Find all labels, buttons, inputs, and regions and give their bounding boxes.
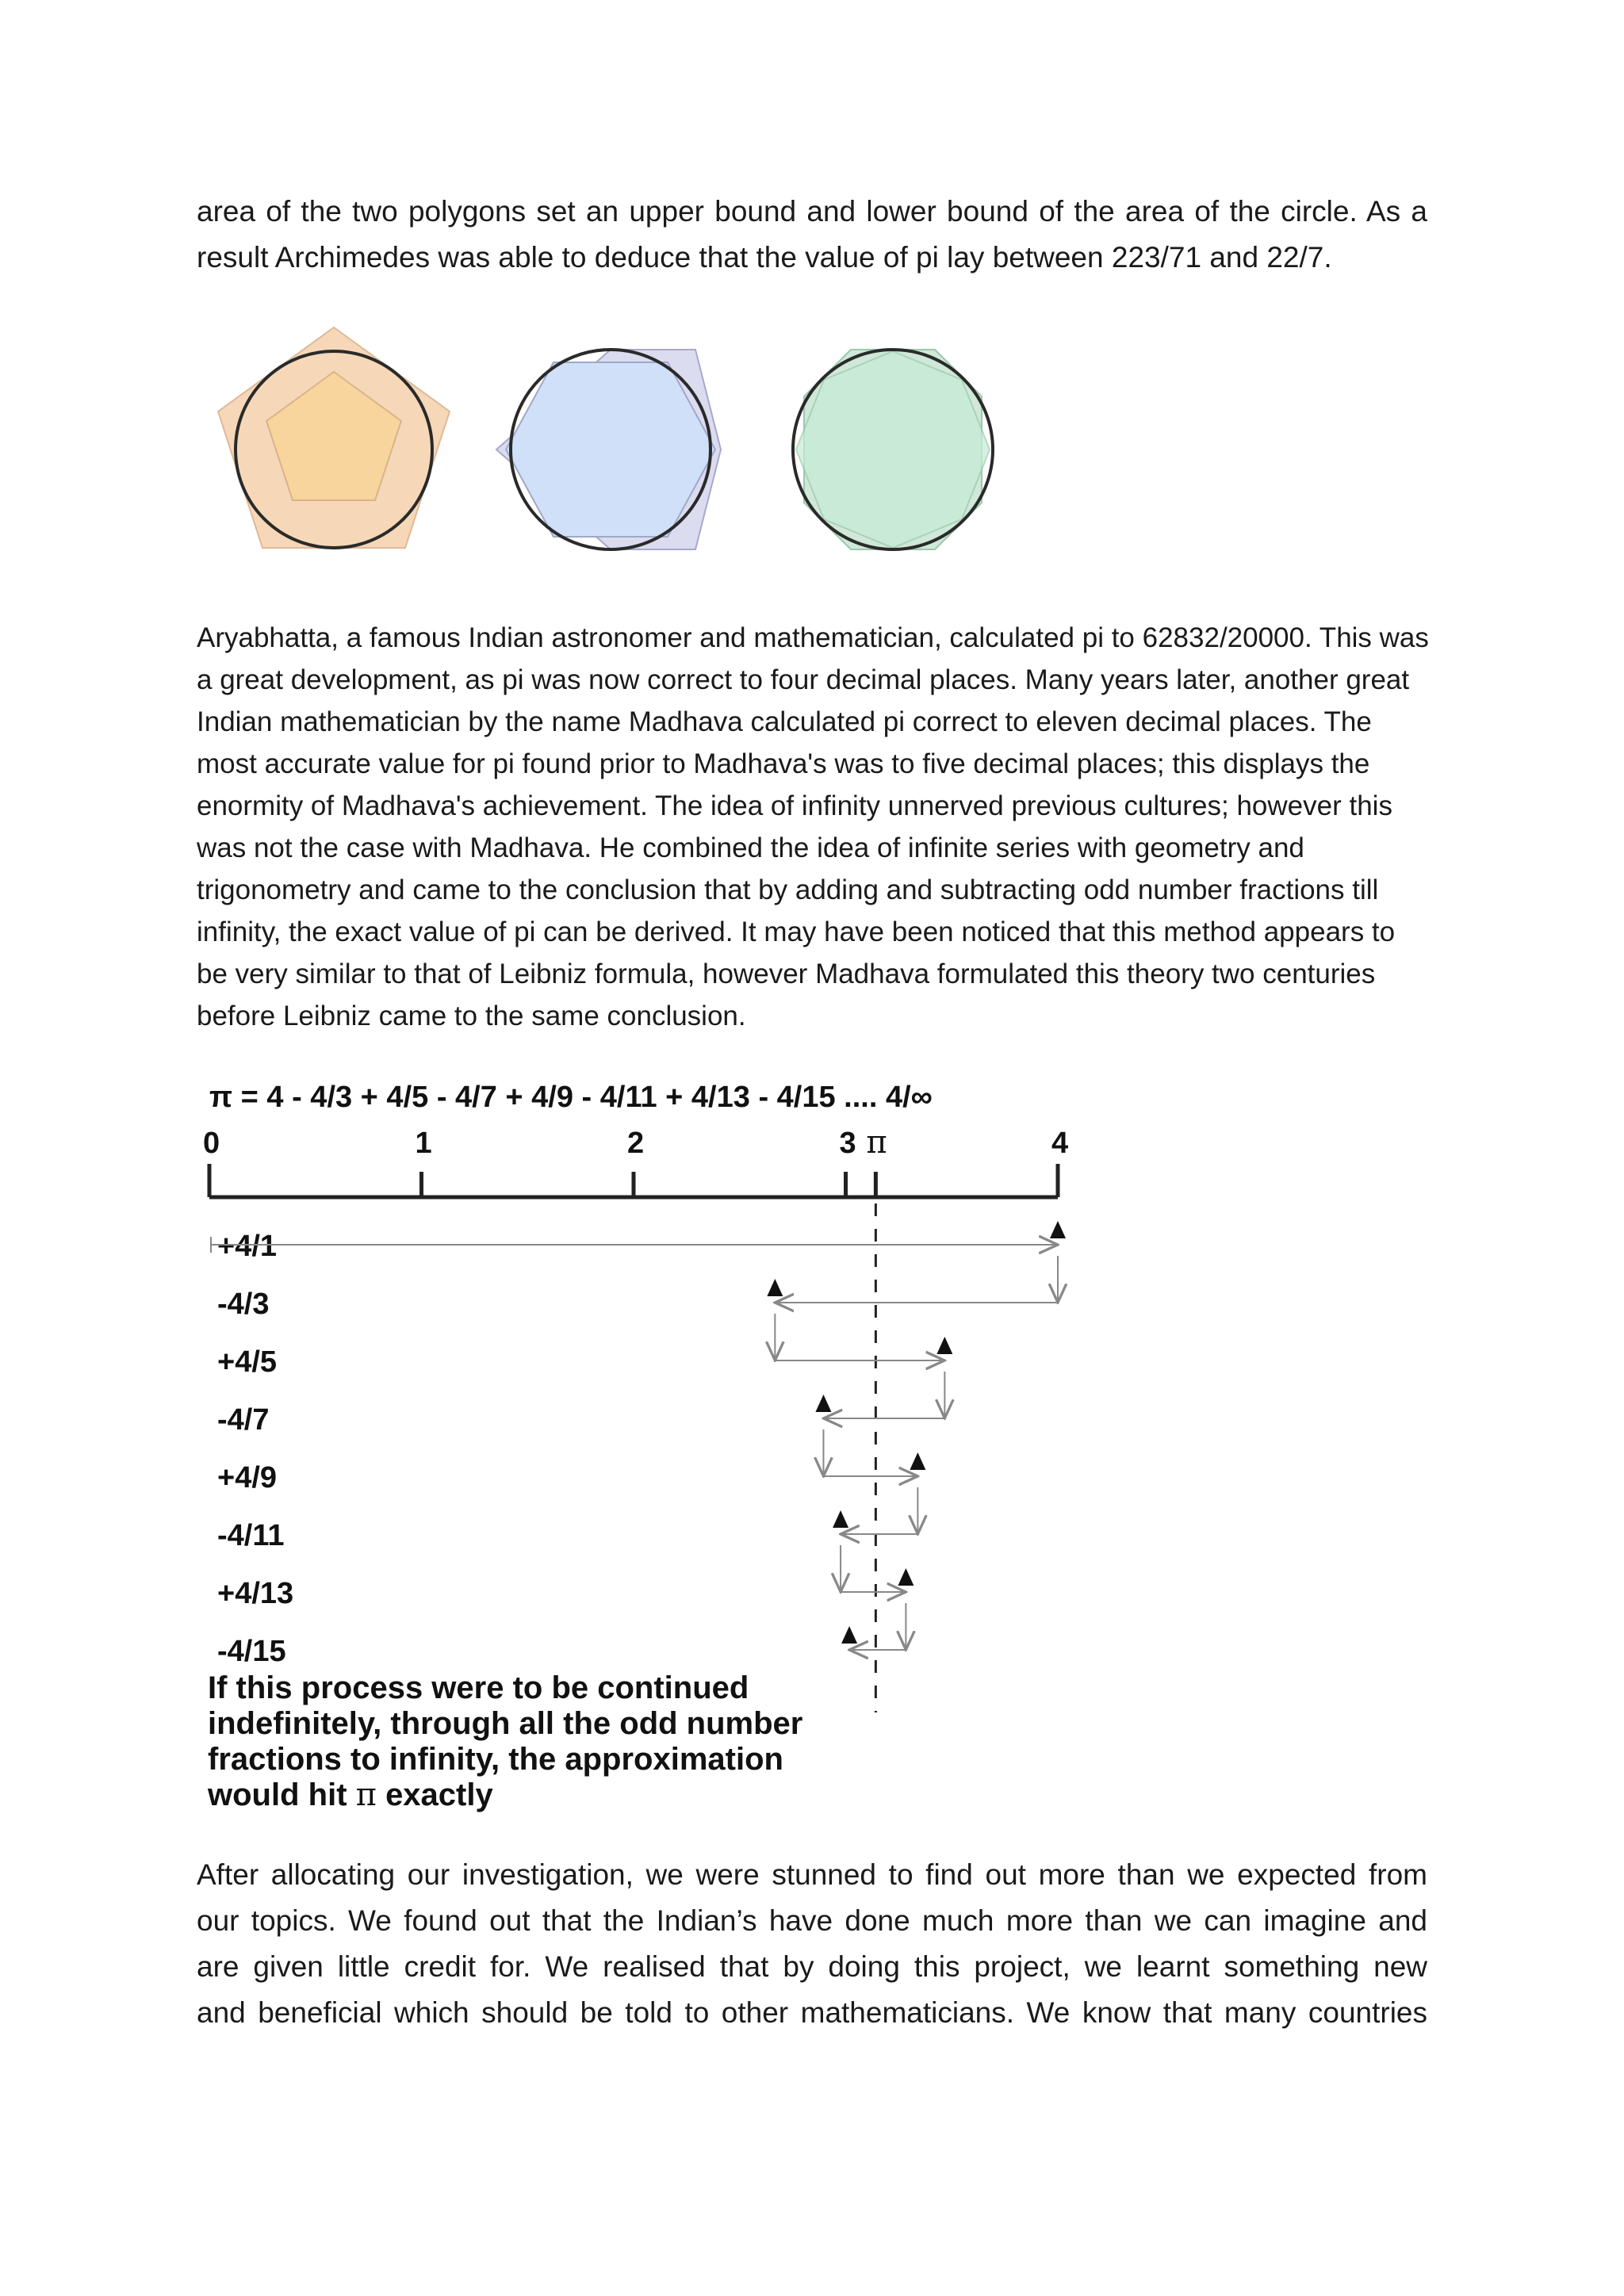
diagram-caption <box>207 1670 802 1813</box>
polygons-figure <box>197 321 1037 567</box>
caption-suffix: exactly <box>385 1777 493 1812</box>
partial-sum-marker <box>898 1568 914 1586</box>
text-line: most accurate value for pi found prior to Madhava's was to five decimal places; this displays the <box>197 748 1370 779</box>
partial-sum-marker <box>767 1279 783 1296</box>
text-line: our topics. We found out that the Indian’s have done much more than we can imagine and <box>197 1904 1427 1937</box>
caption-line <box>207 1777 493 1813</box>
text-line: trigonometry and came to the conclusion that by adding and subtracting odd number fractions till <box>197 874 1379 905</box>
axis-tick-label: 4 <box>1051 1127 1069 1160</box>
partial-sum-marker <box>910 1452 925 1470</box>
term-label: +4/13 <box>217 1577 294 1610</box>
text-line: Aryabhatta, a famous Indian astronomer and mathematician, calculated pi to 62832/20000. This was <box>197 622 1429 653</box>
partial-sum-marker <box>815 1395 831 1412</box>
term-label: -4/15 <box>217 1635 286 1668</box>
caption-line: fractions to infinity, the approximation <box>208 1742 783 1777</box>
pi-tick-label: π <box>866 1124 887 1161</box>
text-line: infinity, the exact value of pi can be derived. It may have been noticed that this method appears to <box>197 916 1396 947</box>
text-line: was not the case with Madhava. He combined the idea of infinite series with geometry and <box>197 832 1304 863</box>
text-line: area of the two polygons set an upper bound and lower bound of the area of the circle. As a <box>197 195 1427 228</box>
term-label: +4/5 <box>217 1345 278 1379</box>
axis-tick-label: 3 <box>839 1127 856 1160</box>
pentagon-circle-figure <box>218 327 450 548</box>
term-label: -4/11 <box>217 1519 285 1552</box>
term-arrows <box>211 1221 1066 1650</box>
term-label: -4/7 <box>217 1403 270 1437</box>
term-label: +4/1 <box>217 1230 278 1263</box>
text-line: After allocating our investigation, we were stunned to find out more than we expected from <box>197 1858 1427 1891</box>
text-line: a great development, as pi was now correct to four decimal places. Many years later, another great <box>197 664 1410 695</box>
text-line: before Leibniz came to the same conclusion. <box>197 1001 746 1031</box>
partial-sum-marker <box>841 1626 857 1644</box>
inscribed-octagon <box>796 351 990 548</box>
pi-series-diagram <box>190 1070 1094 1823</box>
caption-line: indefinitely, through all the odd number <box>208 1706 803 1741</box>
octagon-circle-figure <box>793 350 993 549</box>
caption-prefix: would hit <box>208 1777 347 1812</box>
series-formula: π = 4 - 4/3 + 4/5 - 4/7 + 4/9 - 4/11 + 4/13 - 4/15 .... 4/∞ <box>209 1081 933 1114</box>
term-label: -4/3 <box>217 1288 270 1321</box>
text-line: and beneficial which should be told to other mathematicians. We know that many countries <box>197 1996 1427 2029</box>
partial-sum-marker <box>833 1510 848 1528</box>
pi-symbol: π <box>355 1777 377 1813</box>
term-labels <box>217 1230 293 1668</box>
text-line: result Archimedes was able to deduce that the value of pi lay between 223/71 and 22/7. <box>197 241 1332 274</box>
text-line: are given little credit for. We realised that by doing this project, we learnt something new <box>197 1950 1427 1983</box>
paragraph-conclusion <box>197 1852 1427 2036</box>
text-line: be very similar to that of Leibniz formula, however Madhava formulated this theory two centuries <box>197 959 1376 989</box>
partial-sum-marker <box>936 1337 952 1354</box>
text-line: enormity of Madhava's achievement. The idea of infinity unnerved previous cultures; however this <box>197 790 1392 821</box>
hexagon-circle-figure <box>496 350 721 549</box>
term-label: +4/9 <box>217 1461 278 1494</box>
axis-tick-label: 0 <box>203 1127 220 1160</box>
caption-line: If this process were to be continued <box>208 1670 749 1705</box>
paragraph-archimedes <box>197 189 1427 281</box>
paragraph-aryabhatta-madhava <box>197 617 1427 1037</box>
text-line: Indian mathematician by the name Madhava calculated pi correct to eleven decimal places. The <box>197 706 1372 737</box>
axis-tick-label: 2 <box>627 1127 645 1160</box>
axis-ticks <box>203 1124 1068 1197</box>
partial-sum-marker <box>1050 1221 1066 1238</box>
axis-tick-label: 1 <box>415 1127 432 1160</box>
